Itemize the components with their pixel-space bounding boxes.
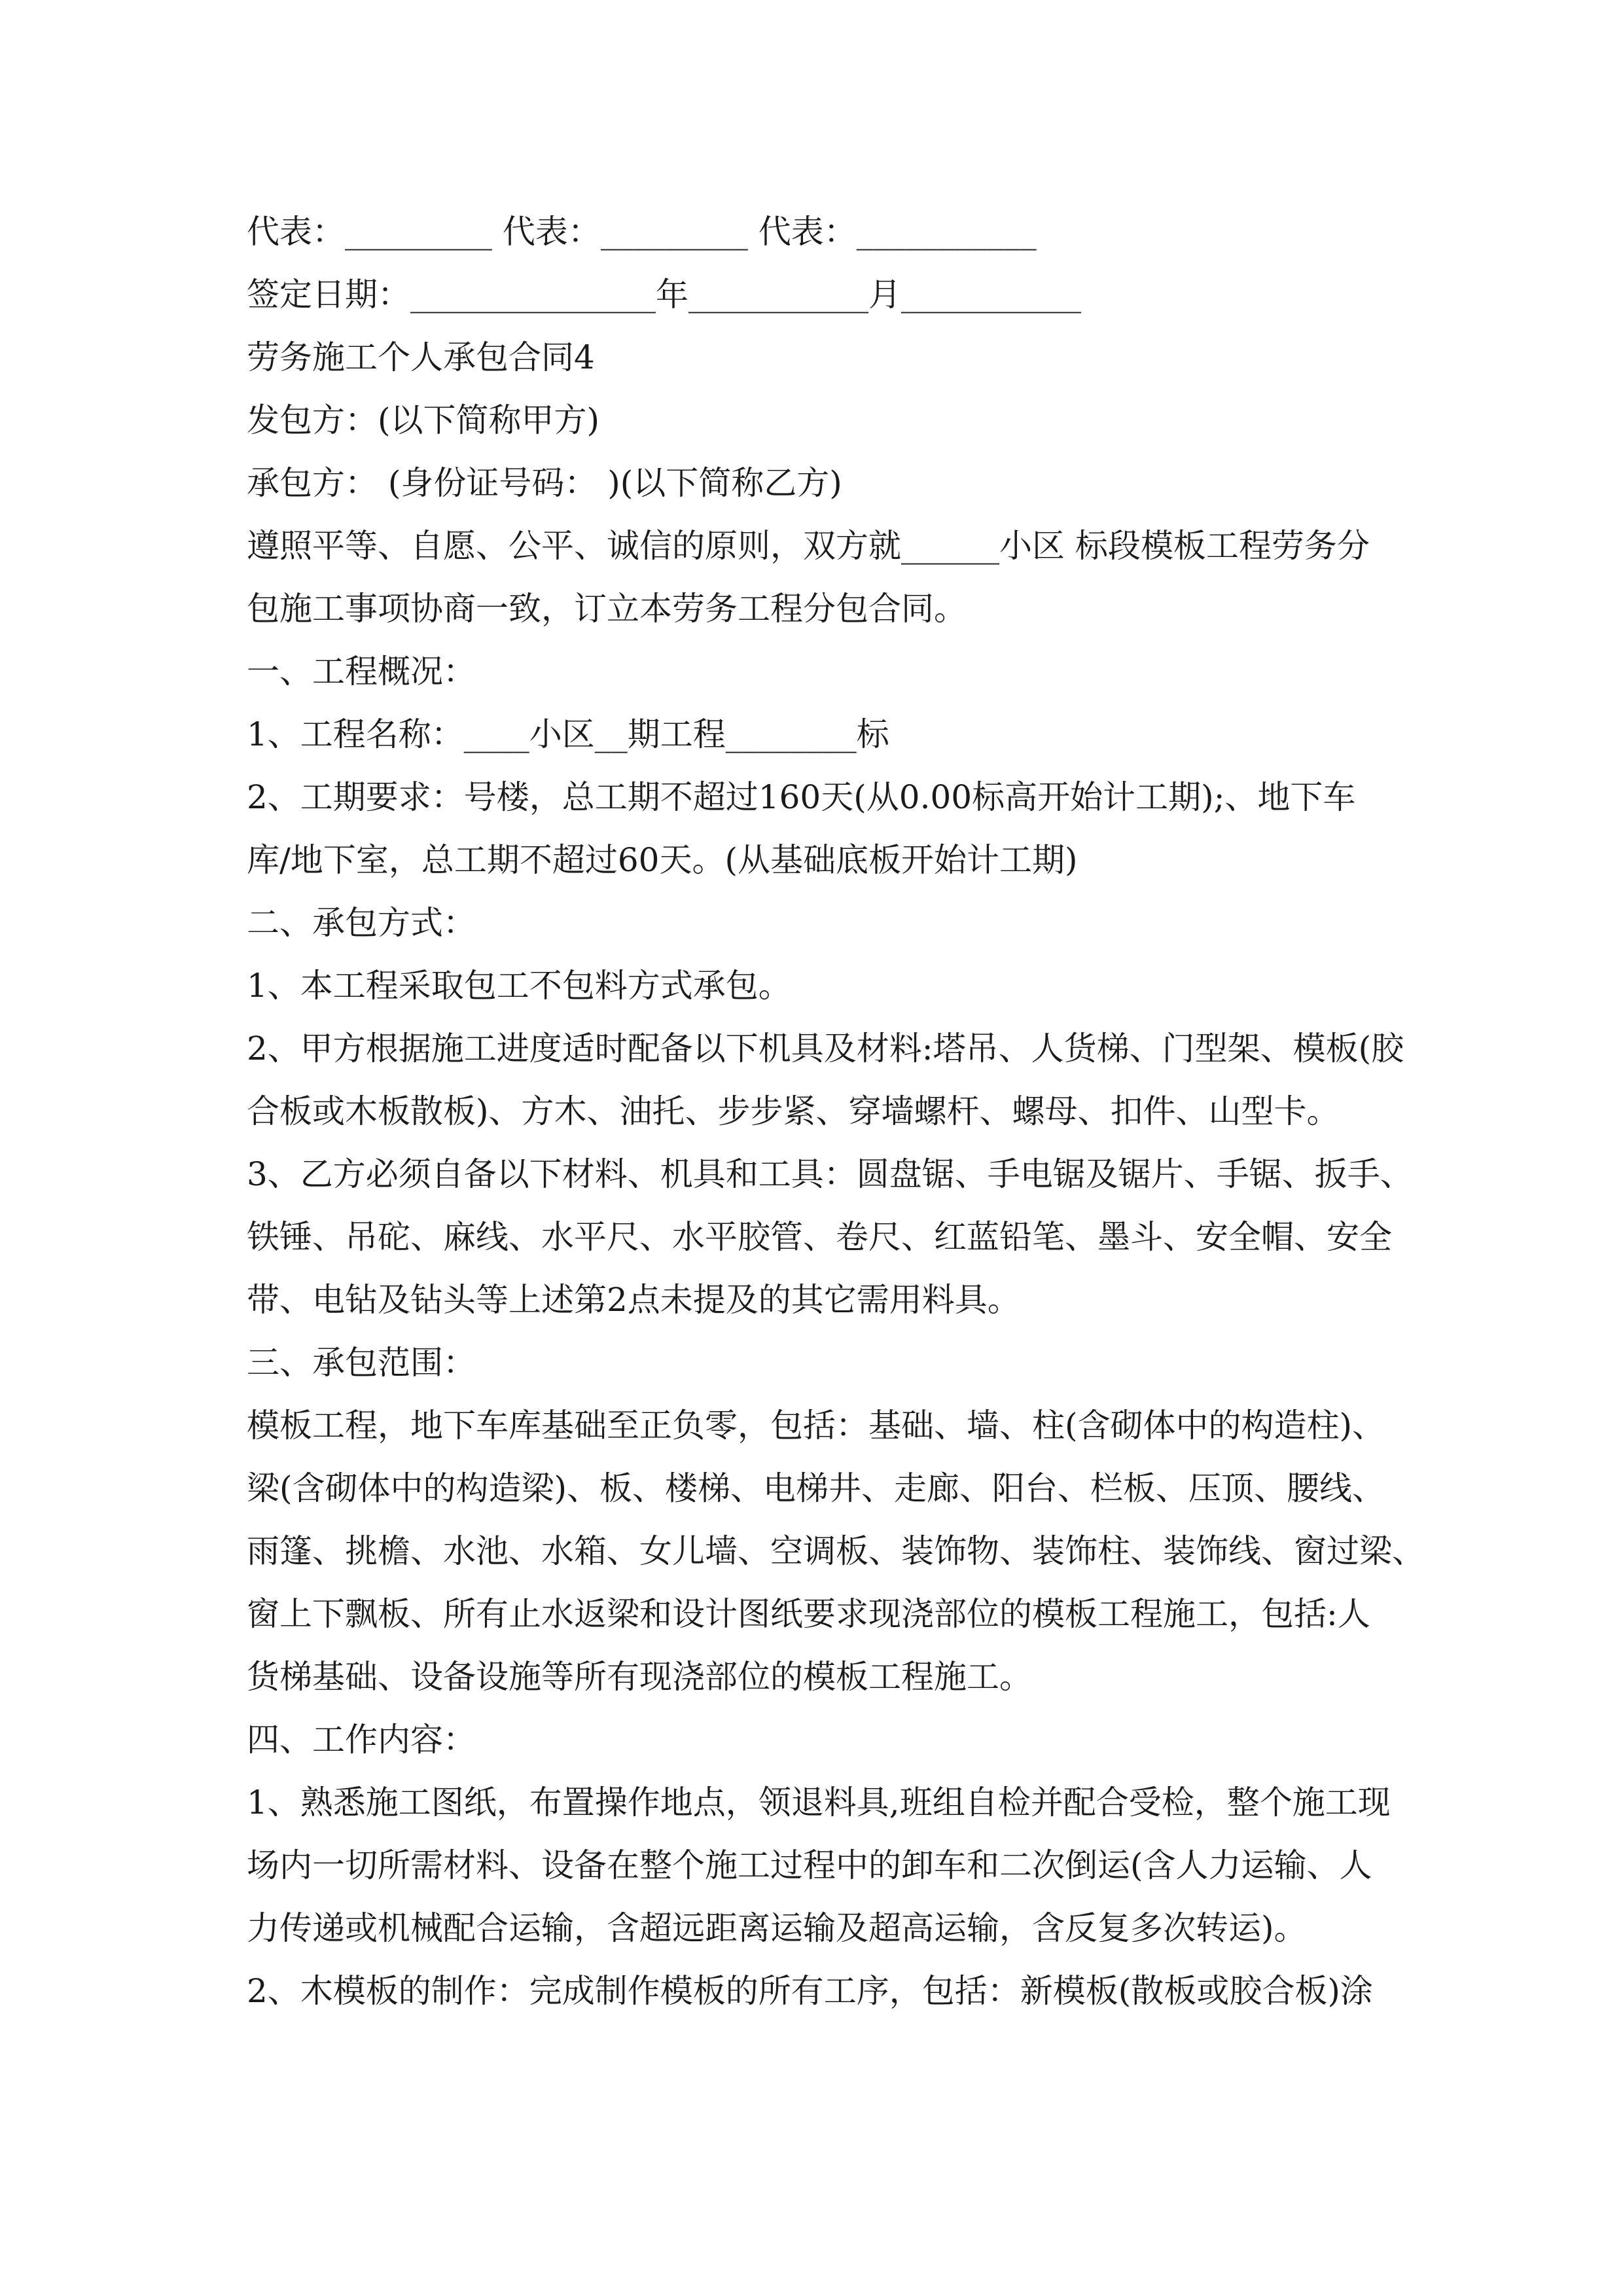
- scope-line-2: 梁(含砌体中的构造梁)、板、楼梯、电梯井、走廊、阳台、栏板、压顶、腰线、: [247, 1469, 1385, 1507]
- contract-mode-item-3-line-2: 铁锤、吊砣、麻线、水平尺、水平胶管、卷尺、红蓝铅笔、墨斗、安全帽、安全: [247, 1218, 1392, 1256]
- work-item-1-line-3: 力传递或机械配合运输，含超远距离运输及超高运输，含反复多次转运)。: [247, 1909, 1307, 1947]
- scope-line-1: 模板工程，地下车库基础至正负零，包括：基础、墙、柱(含砌体中的构造柱)、: [247, 1407, 1385, 1444]
- contract-title: 劳务施工个人承包合同4: [247, 338, 595, 376]
- scope-line-5: 货梯基础、设备设施等所有现浇部位的模板工程施工。: [247, 1658, 1032, 1696]
- contract-mode-item-3-line-3: 带、电钻及钻头等上述第2点未提及的其它需用料具。: [247, 1281, 1020, 1319]
- document-body: [247, 200, 1425, 2022]
- project-name-line: 1、工程名称：____小区__期工程________标: [247, 715, 889, 753]
- signing-date-line: 签定日期：_______________年___________月___________: [247, 276, 1081, 314]
- preamble-line-2: 包施工事项协商一致，订立本劳务工程分包合同。: [247, 590, 967, 628]
- section-4-heading: 四、工作内容：: [247, 1721, 476, 1759]
- scope-line-4: 窗上下飘板、所有止水返梁和设计图纸要求现浇部位的模板工程施工，包括:人: [247, 1595, 1370, 1633]
- contract-mode-item-1: 1、本工程采取包工不包料方式承包。: [247, 967, 791, 1005]
- contract-mode-item-2-line-2: 合板或木板散板)、方木、油托、步步紧、穿墙螺杆、螺母、扣件、山型卡。: [247, 1092, 1340, 1130]
- contract-mode-item-2-line-1: 2、甲方根据施工进度适时配备以下机具及材料:塔吊、人货梯、门型架、模板(胶: [247, 1030, 1404, 1067]
- work-item-1-line-1: 1、熟悉施工图纸，布置操作地点，领退料具,班组自检并配合受检，整个施工现: [247, 1784, 1391, 1821]
- scope-line-3: 雨篷、挑檐、水池、水箱、女儿墙、空调板、装饰物、装饰柱、装饰线、窗过梁、: [247, 1532, 1425, 1570]
- party-a-line: 发包方：(以下简称甲方): [247, 401, 600, 439]
- contract-mode-item-3-line-1: 3、乙方必须自备以下材料、机具和工具：圆盘锯、手电锯及锯片、手锯、扳手、: [247, 1155, 1413, 1193]
- preamble-line-1: 遵照平等、自愿、公平、诚信的原则，双方就______小区 标段模板工程劳务分: [247, 527, 1370, 565]
- work-item-1-line-2: 场内一切所需材料、设备在整个施工过程中的卸车和二次倒运(含人力运输、人: [247, 1846, 1372, 1884]
- duration-line-1: 2、工期要求：号楼，总工期不超过160天(从0.00标高开始计工期);、地下车: [247, 778, 1356, 816]
- section-1-heading: 一、工程概况：: [247, 653, 476, 691]
- representatives-line: 代表：_________ 代表：_________ 代表：___________: [247, 213, 1037, 251]
- section-3-heading: 三、承包范围：: [247, 1344, 476, 1382]
- work-item-2-line-1: 2、木模板的制作：完成制作模板的所有工序，包括：新模板(散板或胶合板)涂: [247, 1972, 1373, 2010]
- duration-line-2: 库/地下室，总工期不超过60天。(从基础底板开始计工期): [247, 841, 1078, 879]
- party-b-line: 承包方： (身份证号码： )(以下简称乙方): [247, 464, 842, 502]
- section-2-heading: 二、承包方式：: [247, 904, 476, 942]
